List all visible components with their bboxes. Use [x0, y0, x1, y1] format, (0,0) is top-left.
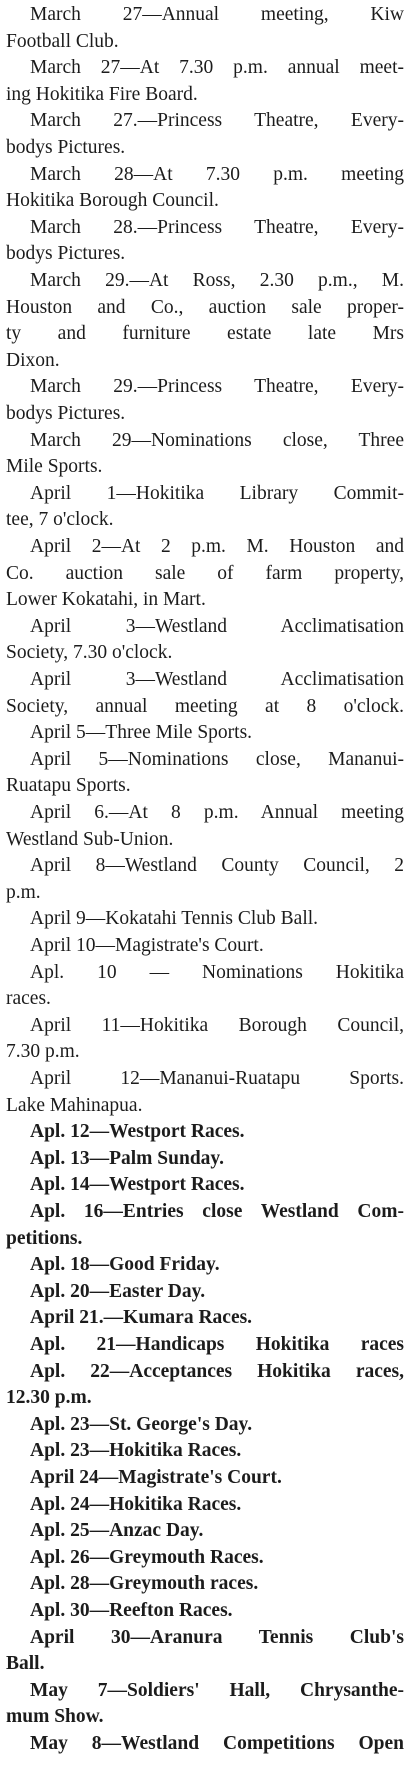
- event-line: April 30—Aranura Tennis Club's: [30, 1626, 404, 1648]
- event-line: Apl. 12—Westport Races.: [30, 1121, 245, 1143]
- event-line: Apl. 26—Greymouth Races.: [30, 1546, 264, 1568]
- event-line: Apl. 28—Greymouth races.: [30, 1573, 259, 1595]
- event-line: Ball.: [6, 1653, 45, 1675]
- event-line: Apl. 22—Acceptances Hokitika races,: [30, 1360, 404, 1382]
- event-line: March 29.—At Ross, 2.30 p.m., M.: [30, 270, 404, 291]
- event-line: April 1—Hokitika Library Commit-: [30, 482, 404, 504]
- event-line: Mile Sports.: [6, 456, 103, 478]
- event-line: April 2—At 2 p.m. M. Houston and: [30, 536, 404, 557]
- event-line: tee, 7 o'clock.: [6, 509, 114, 531]
- event-line: March 29.—Princess Theatre, Every-: [30, 376, 404, 398]
- event-line: Lake Mahinapua.: [6, 1094, 143, 1116]
- event-line: 12.30 p.m.: [6, 1387, 92, 1409]
- event-line: Society, 7.30 o'clock.: [6, 642, 173, 664]
- event-line: Apl. 23—Hokitika Races.: [30, 1440, 242, 1462]
- event-line: 7.30 p.m.: [6, 1041, 80, 1063]
- event-line: March 27—At 7.30 p.m. annual meet-: [30, 57, 404, 79]
- event-line: March 28—At 7.30 p.m. meeting: [30, 163, 404, 185]
- event-line: Football Club.: [6, 30, 119, 52]
- event-line: bodys Pictures.: [6, 243, 126, 265]
- event-line: Ruatapu Sports.: [6, 775, 131, 797]
- event-line: Lower Kokatahi, in Mart.: [6, 589, 206, 611]
- event-line: Dixon.: [6, 349, 60, 371]
- event-line: Apl. 25—Anzac Day.: [30, 1520, 204, 1542]
- event-line: April 3—Westland Acclimatisation: [30, 669, 404, 690]
- event-line: April 10—Magistrate's Court.: [30, 935, 264, 956]
- event-line: April 5—Three Mile Sports.: [30, 722, 253, 744]
- event-line: April 5—Nominations close, Mananui-: [30, 748, 404, 770]
- event-line: Hokitika Borough Council.: [6, 190, 219, 212]
- event-line: Westland Sub-Union.: [6, 828, 174, 850]
- event-line: Society, annual meeting at 8 o'clock.: [6, 695, 404, 717]
- event-line: April 3—Westland Acclimatisation: [30, 615, 404, 637]
- event-line: races.: [6, 988, 51, 1010]
- event-line: March 27.—Princess Theatre, Every-: [30, 110, 404, 132]
- event-line: April 21.—Kumara Races.: [30, 1307, 253, 1329]
- event-line: bodys Pictures.: [6, 137, 126, 158]
- event-line: April 24—Magistrate's Court.: [30, 1467, 282, 1488]
- event-line: April 12—Mananui-Ruatapu Sports.: [30, 1068, 404, 1089]
- event-line: mum Show.: [6, 1706, 104, 1728]
- event-line: Apl. 18—Good Friday.: [30, 1254, 220, 1276]
- event-line: p.m.: [6, 881, 41, 903]
- event-line: bodys Pictures.: [6, 403, 126, 424]
- event-line: Apl. 16—Entries close Westland Com-: [30, 1201, 404, 1222]
- event-line: May 8—Westland Competitions Open: [30, 1733, 404, 1754]
- event-line: Co. auction sale of farm property,: [6, 562, 404, 584]
- event-line: Apl. 20—Easter Day.: [30, 1280, 206, 1302]
- event-line: Apl. 23—St. George's Day.: [30, 1413, 253, 1435]
- event-line: ty and furniture estate late Mrs: [6, 323, 404, 345]
- event-line: Apl. 13—Palm Sunday.: [30, 1147, 224, 1169]
- event-line: April 8—Westland County Council, 2: [30, 855, 404, 877]
- event-line: May 7—Soldiers' Hall, Chrysanthe-: [30, 1679, 404, 1701]
- event-line: ing Hokitika Fire Board.: [6, 83, 198, 105]
- event-line: April 9—Kokatahi Tennis Club Ball.: [30, 908, 319, 930]
- event-line: petitions.: [6, 1227, 83, 1249]
- event-line: March 29—Nominations close, Three: [30, 429, 404, 451]
- event-line: Apl. 10 — Nominations Hokitika: [30, 961, 404, 983]
- event-line: April 11—Hokitika Borough Council,: [30, 1014, 404, 1036]
- event-line: Apl. 14—Westport Races.: [30, 1174, 245, 1196]
- event-line: Apl. 21—Handicaps Hokitika races: [30, 1334, 404, 1355]
- event-line: March 27—Annual meeting, Kiw: [30, 4, 404, 25]
- event-line: Apl. 30—Reefton Races.: [30, 1600, 233, 1621]
- event-line: Apl. 24—Hokitika Races.: [30, 1493, 242, 1515]
- event-line: April 6.—At 8 p.m. Annual meeting: [30, 802, 404, 823]
- event-line: Houston and Co., auction sale proper-: [6, 296, 404, 318]
- event-line: March 28.—Princess Theatre, Every-: [30, 216, 404, 238]
